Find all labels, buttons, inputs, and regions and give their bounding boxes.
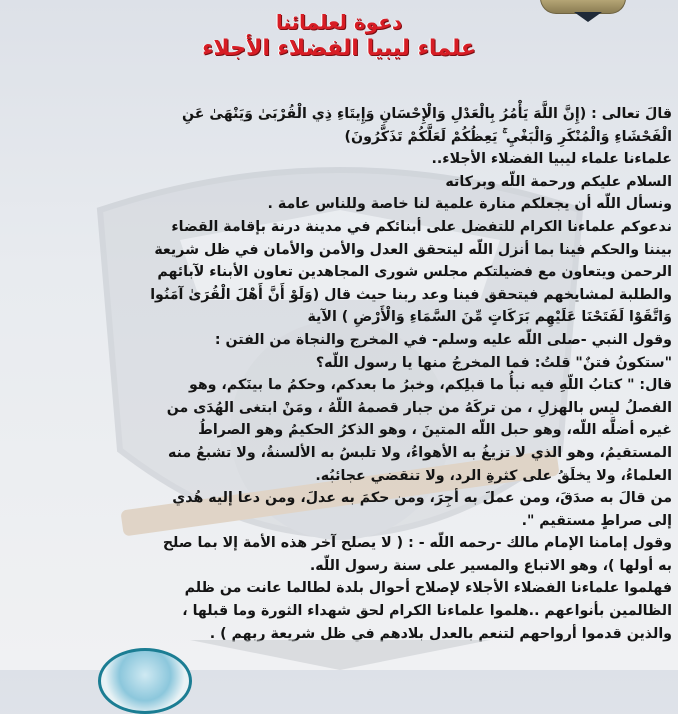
bottom-arrow-decoration [190, 640, 490, 670]
invitation-paragraph: ندعوكم علماءنا الكرام للتفضل على أبنائكم في مدينة درنة بإقامة القضاء بيننا والحكم فينا بما أنزل اللّه ليتحقق العدل والأمن والأمان في ظل شريعة الرحمن ويتعاون مع فضيلتكم مجلس شورى المجاهدين تعاون الأبناء لآبائهم والطلبة لمشايخهم فيتحقق فينا وعد ربنا حيث قال (وَلَوْ أَنَّ أَهْلَ الْقُرَىٰ آمَنُوا وَاتَّقَوْا لَفَتَحْنَا عَلَيْهِم بَرَكَاتٍ مِّنَ السَّمَاءِ وَالْأَرْضِ ) الآية [150, 218, 672, 326]
hadith-answer: قال: " كتابُ اللّهِ فيه نبأُ ما قبلِكم، وخبرُ ما بعدكم، وحكمُ ما بينَكم، وهو الفصلُ ليس بالهزلِ ، من تركَهُ من جبار قصمهُ اللّهُ ، ومَنْ ابتغى الهُدَى من غيره أضلَّه اللّه، وهو حبل اللّه المتينَ ، وهو الذكرُ الحكيمُ وهو الصراطُ المستقيمُ، وهو الذي لا تزيغُ به الأهواءُ، ولا تلبسُ به الألسنةُ، ولا تشبعُ منه العلماءُ، ولا يخلَقُ على كثرةِ الرد، ولا تنقضي عجائبُه. [166, 377, 672, 484]
hadith-conclusion: من قالَ به صدَقَ، ومن عملَ به أجِرَ، ومن حكمَ به عدلَ، ومن دعا إليه هُدي إلى صراطٍ مستقيم ". [172, 490, 672, 529]
letter-body [150, 103, 672, 645]
salutation: علماءنا علماء ليبيا الفضلاء الأجلاء.. [431, 151, 672, 168]
prayer-paragraph: ونسأل اللّه أن يجعلكم منارة علمية لنا خاصة وللناس عامة . [267, 196, 672, 213]
header [0, 10, 678, 63]
hadith-intro: وقول النبي -صلى اللّه عليه وسلم- في المخرج والنجاة من الفتن : [214, 331, 672, 348]
title-line-1: دعوة لعلمائنا [275, 10, 403, 34]
closing-call: فهلموا علماءنا الفضلاء الأجلاء لإصلاح أحوال بلدة لطالما عانت من ظلم الظالمين بأنواعهم ..هلموا علماءنا الكرام لحق شهداء الثورة وما قبلها ، والذين قدموا أرواحهم لتنعم بالعدل بلادهم في ظل شريعة ربهم ) . [182, 580, 672, 642]
quran-verse-paragraph: قالَ تعالى : (إِنَّ اللَّهَ يَأْمُرُ بِالْعَدْلِ وَالْإِحْسَانِ وَإِيتَاءِ ذِي الْقُرْبَىٰ وَيَنْهَىٰ عَنِ الْفَحْشَاءِ وَالْمُنْكَرِ وَالْبَغْيِ ۚ يَعِظُكُمْ لَعَلَّكُمْ تَذَكَّرُونَ) [181, 106, 672, 145]
imam-malik-quote: وقول إمامنا الإمام مالك -رحمه اللّه - : ( لا يصلح آخر هذه الأمة إلا بما صلح به أولها )، وهو الاتباع والمسير على سنة رسول اللّه. [162, 535, 672, 574]
greeting: السلام عليكم ورحمة اللّه وبركاته [445, 173, 672, 190]
title-line-2: علماء ليبيا الفضلاء الأجلاء [202, 36, 476, 61]
bottom-logo [98, 648, 192, 714]
hadith-question: "ستكونُ فتنٌ" قلتُ: فما المخرجُ منها يا رسول اللّه؟ [315, 354, 672, 371]
